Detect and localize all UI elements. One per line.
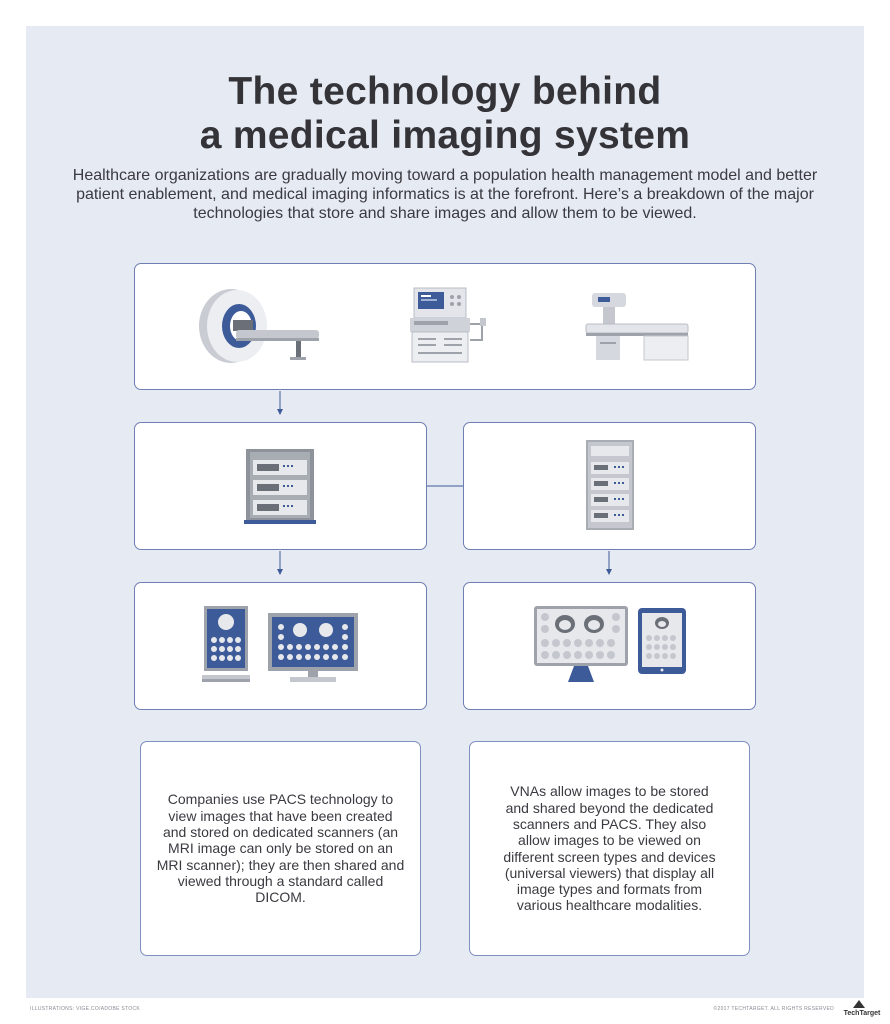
copyright-notice: ©2017 TECHTARGET. ALL RIGHTS RESERVED bbox=[713, 1006, 834, 1012]
ultrasound-machine-icon bbox=[410, 288, 486, 362]
flow-connectors bbox=[280, 391, 609, 572]
techtarget-logo bbox=[838, 999, 886, 1021]
mri-scanner-icon bbox=[199, 289, 319, 363]
techtarget-mark-icon bbox=[852, 999, 866, 1009]
intro-paragraph: Healthcare organizations are gradually moving toward a population health management model and better patient enablement, and medical imaging informatics is at the forefront. Here’s a breakdown of the major technologies that store and share images and allow them to be viewed. bbox=[72, 167, 818, 222]
vna-server-icon bbox=[586, 440, 634, 530]
title-line-1: The technology behind bbox=[228, 70, 662, 113]
pacs-description: Companies use PACS technology to view images that have been created and stored on dedicated scanners (an MRI image can only be stored on an MRI scanner); they are then shared and viewed through a standard called DICOM. bbox=[156, 791, 405, 906]
pacs-monitor-icon bbox=[268, 613, 358, 682]
vna-description: VNAs allow images to be stored and shared beyond the dedicated scanners and PACS. They also allow images to be viewed on different screen types and devices (universal viewers) that display all image types and formats from various healthcare modalities. bbox=[503, 783, 716, 914]
tablet-icon bbox=[638, 608, 686, 674]
pacs-viewer-icon bbox=[202, 606, 250, 682]
universal-viewer-monitor-icon bbox=[534, 606, 628, 682]
brand-wordmark: TechTarget bbox=[843, 1010, 881, 1017]
xray-machine-icon bbox=[586, 293, 688, 360]
illustration-credit: ILLUSTRATIONS: VIGE.CO/ADOBE STOCK bbox=[30, 1006, 141, 1012]
title-line-2: a medical imaging system bbox=[199, 114, 691, 157]
pacs-server-icon bbox=[244, 449, 316, 524]
